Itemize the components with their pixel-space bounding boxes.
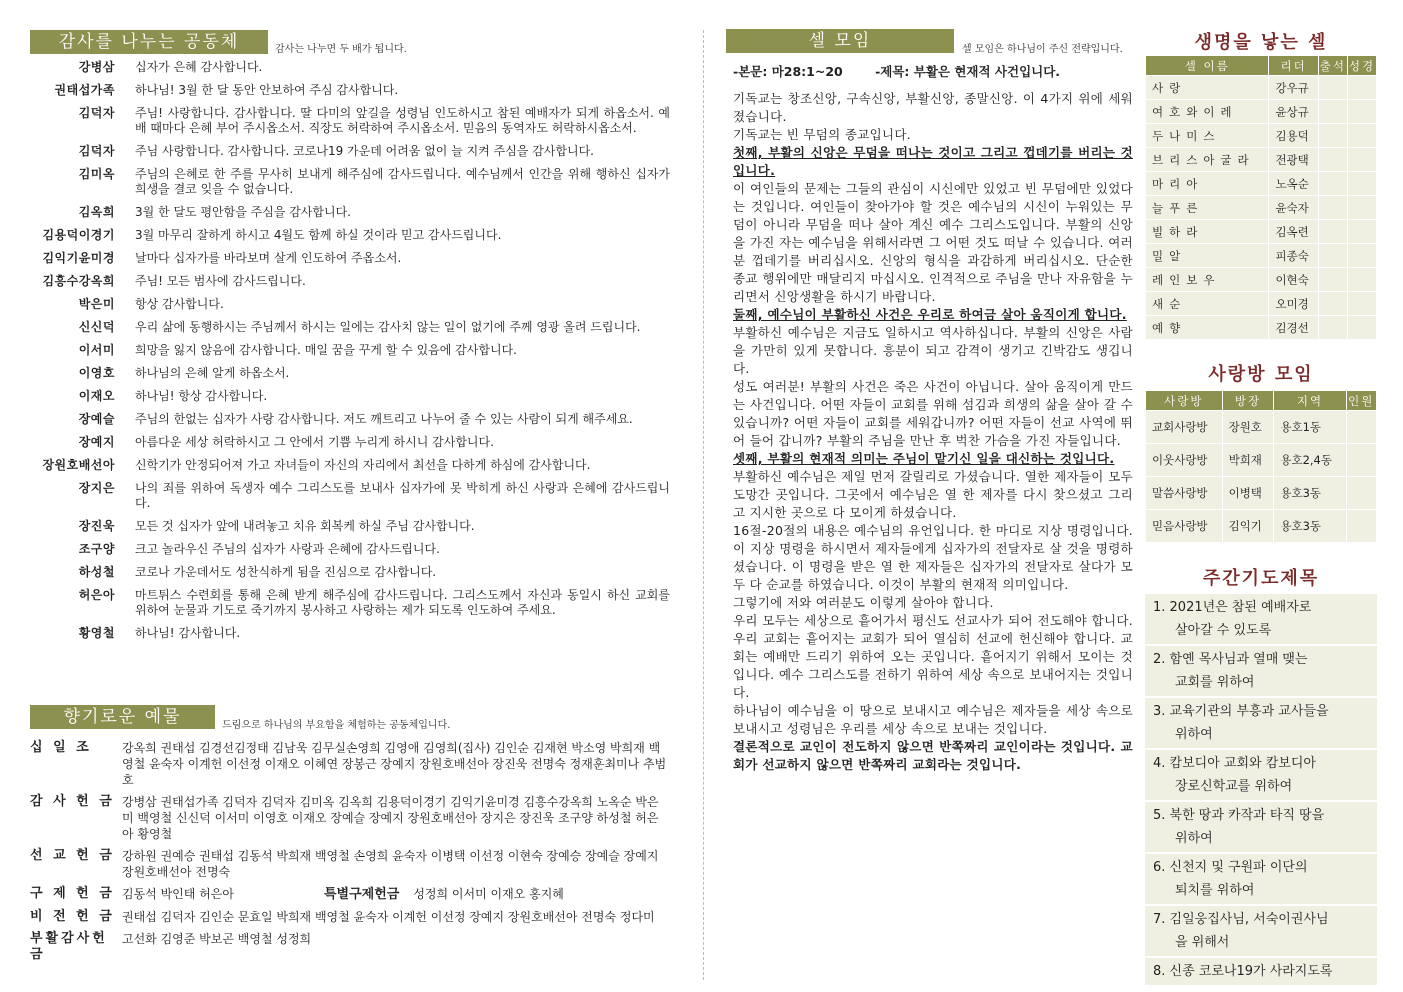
cell-leader: 김경선 (1269, 316, 1318, 340)
cell-bible (1347, 220, 1376, 244)
cell-table-header: 출석 (1318, 56, 1347, 76)
thanks-text: 우리 삶에 동행하시는 주님께서 하시는 일에는 감사치 않는 일이 없기에 주께 영광 올려 드립니다. (135, 320, 641, 334)
thanks-row (30, 458, 670, 473)
sermon-paragraph: 부활하신 예수님은 지금도 일하시고 역사하십니다. 부활의 신앙은 사람을 가만히 있게 못합니다. 흥분이 되고 감격이 생기고 긴박감도 생깁니다. (733, 325, 1133, 376)
thanks-text: 하나님의 은혜 알게 하옵소서. (135, 366, 290, 380)
thanks-text: 주님의 한없는 십자가 사랑 감사합니다. 저도 깨트리고 나누어 줄 수 있는 사람이 되게 해주세요. (135, 412, 633, 426)
offering-row (30, 931, 670, 963)
prayer-line: 4. 캄보디아 교회와 캄보디아 (1153, 756, 1316, 771)
thanks-row (30, 565, 670, 580)
cell-leader: 김옥련 (1269, 220, 1318, 244)
sermon-point: 둘째, 예수님이 부활하신 사건은 우리로 하여금 살아 움직이게 합니다. (733, 307, 1127, 322)
thanks-name: 이영호 (78, 366, 115, 380)
cell-bible (1347, 244, 1376, 268)
offering-row (30, 794, 670, 842)
cell-row (1146, 100, 1377, 124)
cell-attendance (1318, 220, 1347, 244)
prayer-item (1145, 906, 1377, 958)
cell-bible (1347, 124, 1376, 148)
prayer-line: 7. 김일웅집사님, 서숙이권사님 (1153, 912, 1329, 927)
prayer-line-2: 장로신학교를 위하여 (1175, 779, 1293, 794)
thanks-name: 김미옥 (78, 167, 115, 181)
thanks-name: 장예슬 (78, 412, 115, 426)
prayer-item (1145, 698, 1377, 750)
offering-names (122, 909, 670, 925)
cell-name: 마리아 (1146, 172, 1269, 196)
cell-attendance (1318, 172, 1347, 196)
cell-row (1146, 316, 1377, 340)
thanks-name: 김덕자 (78, 106, 115, 120)
cell-attendance (1318, 268, 1347, 292)
room-count (1346, 477, 1376, 510)
cell-row (1146, 292, 1377, 316)
room-row (1146, 510, 1377, 543)
prayer-line-2: 퇴치를 위하여 (1175, 883, 1255, 898)
cell-table-header: 셀 이름 (1146, 56, 1269, 76)
thanks-name: 허은아 (78, 588, 115, 602)
room-area: 용호1동 (1274, 411, 1346, 444)
offering-label: 부활감사헌금 (30, 931, 108, 962)
offering-names-text: 강하원 권예승 권태섭 김동석 박희재 백영철 손영희 윤숙자 이병택 이선정 이현숙 장예승 장예슬 장예지 장원호배선아 전명숙 (122, 849, 659, 879)
cell-name: 빌하라 (1146, 220, 1269, 244)
offering-names (122, 794, 670, 842)
thanks-text: 날마다 십자가를 바라보며 살게 인도하여 주옵소서. (135, 251, 402, 265)
thanks-text: 코로나 가운데서도 성찬식하게 됨을 진심으로 감사합니다. (135, 565, 437, 579)
cell-row (1146, 76, 1377, 100)
cell-attendance (1318, 244, 1347, 268)
thanks-row (30, 83, 670, 98)
cell-attendance (1318, 292, 1347, 316)
cell-table-header: 리더 (1269, 56, 1318, 76)
thanks-row (30, 366, 670, 381)
prayer-item (1145, 958, 1377, 987)
thanks-row (30, 412, 670, 427)
thanks-text: 주님의 은혜로 한 주를 무사히 보내게 해주심에 감사드립니다. 예수님께서 인간을 위해 행하신 십자가 희생을 결코 잊을 수 없습니다. (135, 167, 670, 196)
prayer-line-2: 위하여 (1175, 727, 1213, 742)
prayer-item (1145, 750, 1377, 802)
room-leader: 장원호 (1222, 411, 1274, 444)
room-name: 말씀사랑방 (1146, 477, 1223, 510)
offering-label: 감 사 헌 금 (30, 794, 115, 809)
offering-extra-label: 특별구제헌금 (323, 887, 400, 902)
cell-meeting-note: 셀 모임은 하나님이 주신 전략입니다. (962, 44, 1123, 55)
cell-name: 여호와이레 (1146, 100, 1269, 124)
room-area: 용호3동 (1274, 510, 1346, 543)
thanks-row (30, 167, 670, 197)
sermon-paragraph: 결론적으로 교인이 전도하지 않으면 반쪽짜리 교인이라는 것입니다. 교회가 선교하지 않으면 반쪽짜리 교회라는 것입니다. (733, 739, 1133, 772)
offering-extra-names: 성정희 이서미 이재오 홍지혜 (413, 887, 564, 901)
room-row (1146, 477, 1377, 510)
thanks-row (30, 205, 670, 220)
cell-attendance (1318, 316, 1347, 340)
offering-label: 선 교 헌 금 (30, 848, 115, 863)
cell-row (1146, 148, 1377, 172)
sermon-point: 첫째, 부활의 신앙은 무덤을 떠나는 것이고 그리고 껍데기를 버리는 것입니다. (733, 145, 1133, 178)
prayer-item (1145, 594, 1377, 646)
offering-row (30, 740, 670, 788)
cell-bible (1347, 172, 1376, 196)
room-table-header: 방장 (1222, 391, 1274, 411)
cell-attendance (1318, 124, 1347, 148)
offering-names (122, 740, 670, 788)
cell-leader: 이현숙 (1269, 268, 1318, 292)
thanks-name: 신신덕 (78, 320, 115, 334)
cell-name: 늘푸른 (1146, 196, 1269, 220)
sermon-paragraph: 그렇기에 저와 여러분도 이렇게 살아야 합니다. (733, 595, 994, 610)
thanks-header: 감사를 나누는 공동체 (30, 30, 268, 54)
thanks-name: 이재오 (78, 389, 115, 403)
sermon-paragraph: 우리 모두는 세상으로 흩어가서 평신도 선교사가 되어 전도해야 합니다. 우리 교회는 흩어지는 교회가 되어 열심히 선교에 헌신해야 합니다. 교회는 예배만 드리기 위하여 오는 곳입니다. 흩어지기 위해서 모이는 것입니다. 예수 그리스도를 전하기 위하여 세상 속으로 보내어지는 것입니다. (733, 613, 1133, 700)
offering-header: 향기로운 예물 (30, 705, 215, 729)
thanks-name: 김옥희 (78, 205, 115, 219)
sermon-title: -제목: 부활은 현재적 사건입니다. (875, 64, 1061, 79)
thanks-note: 감사는 나누면 두 배가 됩니다. (275, 44, 407, 55)
sermon-paragraph: 16절-20절의 내용은 예수님의 유언입니다. 한 마디로 지상 명령입니다. 이 지상 명령을 하시면서 제자들에게 십자가의 전달자로 살 것을 명령하셨습니다. 이 명령을 받은 열 한 제자들은 십자가의 전달자로 살다가 모두 다 순교를 하였습니다. 이것이 부활의 현재적 의미입니다. (733, 523, 1133, 592)
prayer-item (1145, 802, 1377, 854)
thanks-text: 하나님! 항상 감사합니다. (135, 389, 268, 403)
thanks-row (30, 626, 670, 641)
thanks-name: 김용덕이경기 (42, 228, 115, 242)
cell-name: 새순 (1146, 292, 1269, 316)
room-area: 용호2,4동 (1274, 444, 1346, 477)
room-table-header: 사랑방 (1146, 391, 1223, 411)
thanks-row (30, 519, 670, 534)
thanks-name: 장원호배선아 (42, 458, 115, 472)
prayer-line-2: 살아갈 수 있도록 (1175, 623, 1272, 638)
offering-names-text: 고선화 김영준 박보곤 백영철 성정희 (122, 932, 312, 946)
thanks-text: 마트튀스 수련회를 통해 은혜 받게 해주심에 감사드립니다. 그리스도께서 자신과 동일시 하신 교회를 위하여 눈물과 기도로 죽기까지 봉사하고 사랑하는 제가 되도록 인도하여 주세요. (135, 588, 670, 617)
thanks-text: 주님! 모든 범사에 감사드립니다. (135, 274, 306, 288)
room-count (1346, 510, 1376, 543)
cell-row (1146, 220, 1377, 244)
cell-name: 예향 (1146, 316, 1269, 340)
cell-leader: 전광택 (1269, 148, 1318, 172)
prayer-line-2: 을 위해서 (1175, 935, 1230, 950)
offering-row (30, 848, 670, 880)
room-leader: 이병택 (1222, 477, 1274, 510)
thanks-text: 항상 감사합니다. (135, 297, 224, 311)
thanks-text: 하나님! 감사합니다. (135, 626, 241, 640)
cell-row (1146, 196, 1377, 220)
offering-names-text: 강옥희 권태섭 김경선김정태 김남욱 김무실손영희 김영애 김영희(집사) 김인순 김재현 박소영 박희재 백영철 윤숙자 이계헌 이선정 이재오 이혜연 장봉근 장예지 장원호배선아 장진욱 전명숙 정재훈최미나 추범호 (122, 741, 667, 787)
room-count (1346, 411, 1376, 444)
page-divider (703, 30, 704, 980)
thanks-name: 장예지 (78, 435, 115, 449)
thanks-row (30, 251, 670, 266)
thanks-row (30, 343, 670, 358)
cell-row (1146, 268, 1377, 292)
room-area: 용호3동 (1274, 477, 1346, 510)
cell-name: 밀알 (1146, 244, 1269, 268)
thanks-row (30, 542, 670, 557)
thanks-text: 하나님! 3월 한 달 동안 안보하여 주심 감사합니다. (135, 83, 399, 97)
thanks-text: 나의 죄를 위하여 독생자 예수 그리스도를 보내사 십자가에 못 박히게 하신 사랑과 은혜에 감사드립니다. (135, 481, 670, 510)
thanks-name: 황영철 (78, 626, 115, 640)
cell-attendance (1318, 148, 1347, 172)
cell-bible (1347, 268, 1376, 292)
cell-row (1146, 172, 1377, 196)
cell-table (1145, 55, 1377, 340)
room-row (1146, 411, 1377, 444)
prayer-title: 주간기도제목 (1202, 568, 1320, 589)
thanks-row (30, 435, 670, 450)
sermon-paragraph: 이 여인들의 문제는 그들의 관심이 시신에만 있었고 빈 무덤에만 있었다는 것입니다. 여인들이 찾아가야 할 것은 예수님의 시신이 누워있는 무덤이 아니라 무덤을 떠나 살아 계신 예수 그리스도입니다. 부활의 신앙을 가진 자는 예수님을 위해서라면 그 어떤 것도 떠날 수 있습니다. 여러분 껍데기를 버리십시오. 신앙의 형식을 과감하게 버리십시오. 단순한 종교 행위에만 매달리지 마십시오. 인격적으로 주님을 만나 자유함을 누리면서 신앙생활을 하시기 바랍니다. (733, 181, 1133, 304)
thanks-name: 김흥수강옥희 (42, 274, 115, 288)
offering-names (122, 931, 670, 963)
cell-leader: 강우규 (1269, 76, 1318, 100)
thanks-name: 권태섭가족 (54, 83, 115, 97)
sermon-text-ref: -본문: 마28:1~20 (733, 64, 843, 79)
cell-bible (1347, 316, 1376, 340)
sermon-paragraph: 기독교는 창조신앙, 구속신앙, 부활신앙, 종말신앙. 이 4가지 위에 세워졌습니다. (733, 91, 1133, 124)
offering-names (122, 886, 670, 903)
offering-label: 비 전 헌 금 (30, 909, 115, 924)
thanks-text: 신학기가 안정되어져 가고 자녀들이 자신의 자리에서 최선을 다하게 하심에 감사합니다. (135, 458, 591, 472)
thanks-name: 박은미 (78, 297, 115, 311)
offering-names-text: 권태섭 김덕자 김인순 문효일 박희재 백영철 윤숙자 이계헌 이선정 장예지 장원호배선아 전명숙 정다미 (122, 910, 655, 924)
offering-row (30, 909, 670, 925)
room-leader: 박희재 (1222, 444, 1274, 477)
room-table (1145, 390, 1377, 543)
thanks-name: 장지은 (78, 481, 115, 495)
thanks-name: 장진욱 (78, 519, 115, 533)
prayer-line: 1. 2021년은 참된 예배자로 (1153, 600, 1312, 615)
thanks-name: 조구양 (78, 542, 115, 556)
thanks-text: 주님! 사랑합니다. 감사합니다. 딸 다미의 앞길을 성령님 인도하시고 참된 예배자가 되게 하옵소서. 예배 때마다 은혜 부어 주시옵소서. 직장도 허락하여 주시옵소서. 믿음의 동역자도 허락하시옵소서. (135, 106, 670, 135)
room-table-header: 지역 (1274, 391, 1346, 411)
thanks-row (30, 320, 670, 335)
thanks-name: 김덕자 (78, 144, 115, 158)
cell-attendance (1318, 76, 1347, 100)
thanks-name: 하성철 (78, 565, 115, 579)
cell-name: 사랑 (1146, 76, 1269, 100)
cell-row (1146, 124, 1377, 148)
room-name: 이웃사랑방 (1146, 444, 1223, 477)
thanks-text: 십자가 은혜 감사합니다. (135, 60, 263, 74)
cell-leader: 윤숙자 (1269, 196, 1318, 220)
offering-label: 십 일 조 (30, 740, 92, 755)
cell-title: 생명을 낳는 셀 (1194, 32, 1328, 53)
offering-note: 드림으로 하나님의 부요함을 체험하는 공동체입니다. (222, 720, 451, 731)
cell-leader: 피종숙 (1269, 244, 1318, 268)
prayer-line: 3. 교육기관의 부흥과 교사들을 (1153, 704, 1329, 719)
thanks-row (30, 228, 670, 243)
thanks-name: 김익기윤미경 (42, 251, 115, 265)
sermon-paragraph: 부활하신 예수님은 제일 먼저 갈릴리로 가셨습니다. 열한 제자들이 모두 도망간 곳입니다. 그곳에서 예수님은 열 한 제자를 다시 찾으셨고 그리고 지시한 곳으로 다 모이게 하셨습니다. (733, 469, 1133, 520)
cell-bible (1347, 292, 1376, 316)
prayer-item (1145, 646, 1377, 698)
thanks-row (30, 297, 670, 312)
cell-bible (1347, 100, 1376, 124)
sermon-paragraph: 기독교는 빈 무덤의 종교입니다. (733, 127, 911, 142)
cell-bible (1347, 196, 1376, 220)
prayer-line: 5. 북한 땅과 카작과 타직 땅을 (1153, 808, 1325, 823)
thanks-row (30, 389, 670, 404)
offering-names (122, 848, 670, 880)
thanks-name: 이서미 (78, 343, 115, 357)
cell-name: 두나미스 (1146, 124, 1269, 148)
offering-names-text: 강병삼 권태섭가족 김덕자 김덕자 김미옥 김옥희 김용덕이경기 김익기윤미경 김흥수강옥희 노옥순 박은미 백영철 신신덕 이서미 이영호 이재오 장예슬 장예지 장원호배선아 장지은 장진욱 조구양 하성철 허은아 황영철 (122, 795, 659, 841)
cell-name: 브리스아굴라 (1146, 148, 1269, 172)
offering-row (30, 886, 670, 903)
cell-leader: 노옥순 (1269, 172, 1318, 196)
cell-attendance (1318, 100, 1347, 124)
cell-table-header: 성경 (1347, 56, 1376, 76)
thanks-text: 크고 놀라우신 주님의 십자가 사랑과 은혜에 감사드립니다. (135, 542, 440, 556)
thanks-text: 희망을 잃지 않음에 감사합니다. 매일 꿈을 꾸게 할 수 있음에 감사합니다. (135, 343, 517, 357)
cell-meeting-header: 셀 모임 (726, 29, 954, 53)
sermon-point: 셋째, 부활의 현재적 의미는 주님이 맡기신 일을 대신하는 것입니다. (733, 451, 1115, 466)
room-table-header: 인원 (1346, 391, 1376, 411)
thanks-row (30, 274, 670, 289)
prayer-line: 8. 신종 코로나19가 사라지도록 (1153, 964, 1333, 979)
offering-label: 구 제 헌 금 (30, 886, 115, 901)
sermon-reference (733, 62, 1133, 80)
prayer-line-2: 교회를 위하여 (1175, 675, 1255, 690)
cell-row (1146, 244, 1377, 268)
thanks-text: 주님 사랑합니다. 감사합니다. 코로나19 가운데 어려움 없이 늘 지켜 주심을 감사합니다. (135, 144, 594, 158)
room-name: 믿음사랑방 (1146, 510, 1223, 543)
prayer-line: 6. 신천지 및 구원파 이단의 (1153, 860, 1308, 875)
room-name: 교회사랑방 (1146, 411, 1223, 444)
thanks-row (30, 481, 670, 511)
prayer-list (1145, 594, 1377, 987)
prayer-line: 2. 함옌 목사님과 열매 맺는 (1153, 652, 1308, 667)
sermon-paragraph: 하나님이 예수님을 이 땅으로 보내시고 예수님은 제자들을 세상 속으로 보내시고 성령님은 우리를 세상 속으로 보내는 것입니다. (733, 703, 1133, 736)
offering-list (30, 740, 670, 969)
thanks-list (30, 60, 670, 649)
sermon-paragraph: 성도 여러분! 부활의 사건은 죽은 사건이 아닙니다. 살아 움직이게 만드는 사건입니다. 어떤 자들이 교회를 위해 섬김과 희생의 삶을 살아 갈 수 있습니까? 어떤 자들이 교회를 세워갑니까? 어떤 자들이 선교 사역에 뛰어 들어 갑니까? 부활의 주님을 만난 후 벅찬 가슴을 가진 자들입니다. (733, 379, 1133, 448)
thanks-text: 아름다운 세상 허락하시고 그 안에서 기쁨 누리게 하시니 감사합니다. (135, 435, 494, 449)
room-row (1146, 444, 1377, 477)
thanks-text: 모든 것 십자가 앞에 내려놓고 치유 회복케 하실 주님 감사합니다. (135, 519, 475, 533)
cell-leader: 김용덕 (1269, 124, 1318, 148)
thanks-text: 3월 마무리 잘하게 하시고 4월도 함께 하실 것이라 믿고 감사드립니다. (135, 228, 502, 242)
thanks-row (30, 106, 670, 136)
cell-bible (1347, 148, 1376, 172)
cell-name: 레인보우 (1146, 268, 1269, 292)
cell-leader: 오미경 (1269, 292, 1318, 316)
thanks-row (30, 60, 670, 75)
room-count (1346, 444, 1376, 477)
cell-attendance (1318, 196, 1347, 220)
cell-leader: 윤상규 (1269, 100, 1318, 124)
prayer-item (1145, 854, 1377, 906)
room-leader: 김익기 (1222, 510, 1274, 543)
prayer-line-2: 위하여 (1175, 831, 1213, 846)
thanks-row (30, 588, 670, 618)
room-title: 사랑방 모임 (1208, 364, 1314, 385)
thanks-text: 3월 한 달도 평안함을 주심을 감사합니다. (135, 205, 351, 219)
sermon (733, 62, 1133, 774)
thanks-name: 강병삼 (78, 60, 115, 74)
thanks-row (30, 144, 670, 159)
sermon-body (733, 90, 1133, 774)
offering-names-text: 김동석 박인태 허은아 (122, 887, 234, 901)
cell-bible (1347, 76, 1376, 100)
